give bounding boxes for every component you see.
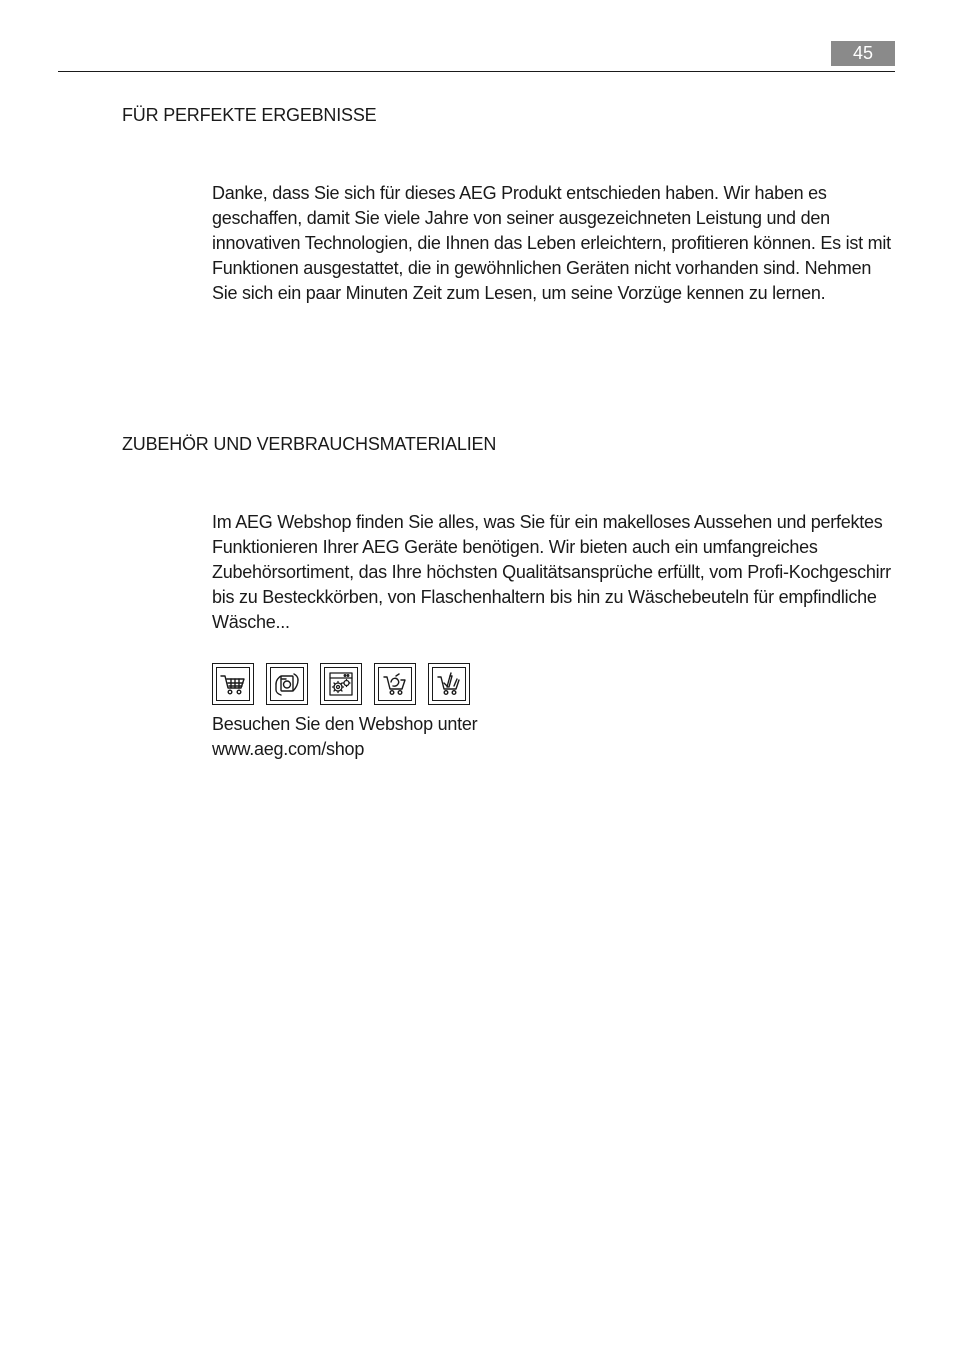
section-body-results: Danke, dass Sie sich für dieses AEG Produkt entschieden haben. Wir haben es geschaffen, damit Sie viele Jahre von seiner ausgezeichneten Leistung und den innovativen Technologien, die Ihnen das Leben erleichtern, profitieren können. Es ist mit Funktionen ausgestattet, die in gewöhnlichen Geräten nicht vorhanden sind. Nehmen Sie sich ein paar Minuten Zeit zum Lesen, um seine Vorzüge kennen zu lernen.: [212, 183, 891, 303]
section-heading-accessories: ZUBEHÖR UND VERBRAUCHSMATERIALIEN: [122, 434, 497, 454]
page-number: 45: [831, 41, 895, 66]
section-body-accessories: Im AEG Webshop finden Sie alles, was Sie für ein makelloses Aussehen und perfektes Funktionieren Ihrer AEG Geräte benötigen. Wir bieten auch ein umfangreiches Zubehörsortiment, das Ihre höchsten Qualitätsansprüche erfüllt, vom Profi-Kochgeschirr bis zu Besteckkörben, von Flaschenhaltern bis hin zu Wäschebeuteln für empfindliche Wäsche...: [212, 512, 891, 632]
webshop-icon-row: [212, 663, 470, 707]
webshop-visit-line: Besuchen Sie den Webshop unter: [212, 714, 478, 734]
hands-appliance-icon: [266, 663, 308, 705]
section-heading-results: FÜR PERFEKTE ERGEBNISSE: [122, 105, 377, 125]
header-rule: [58, 71, 895, 72]
appliance-gears-icon: [320, 663, 362, 705]
cart-accessories-icon: [374, 663, 416, 705]
cart-bottle-icon: [428, 663, 470, 705]
webshop-url[interactable]: www.aeg.com/shop: [212, 739, 365, 759]
shopping-cart-icon: [212, 663, 254, 705]
webshop-visit-text: [212, 712, 477, 762]
